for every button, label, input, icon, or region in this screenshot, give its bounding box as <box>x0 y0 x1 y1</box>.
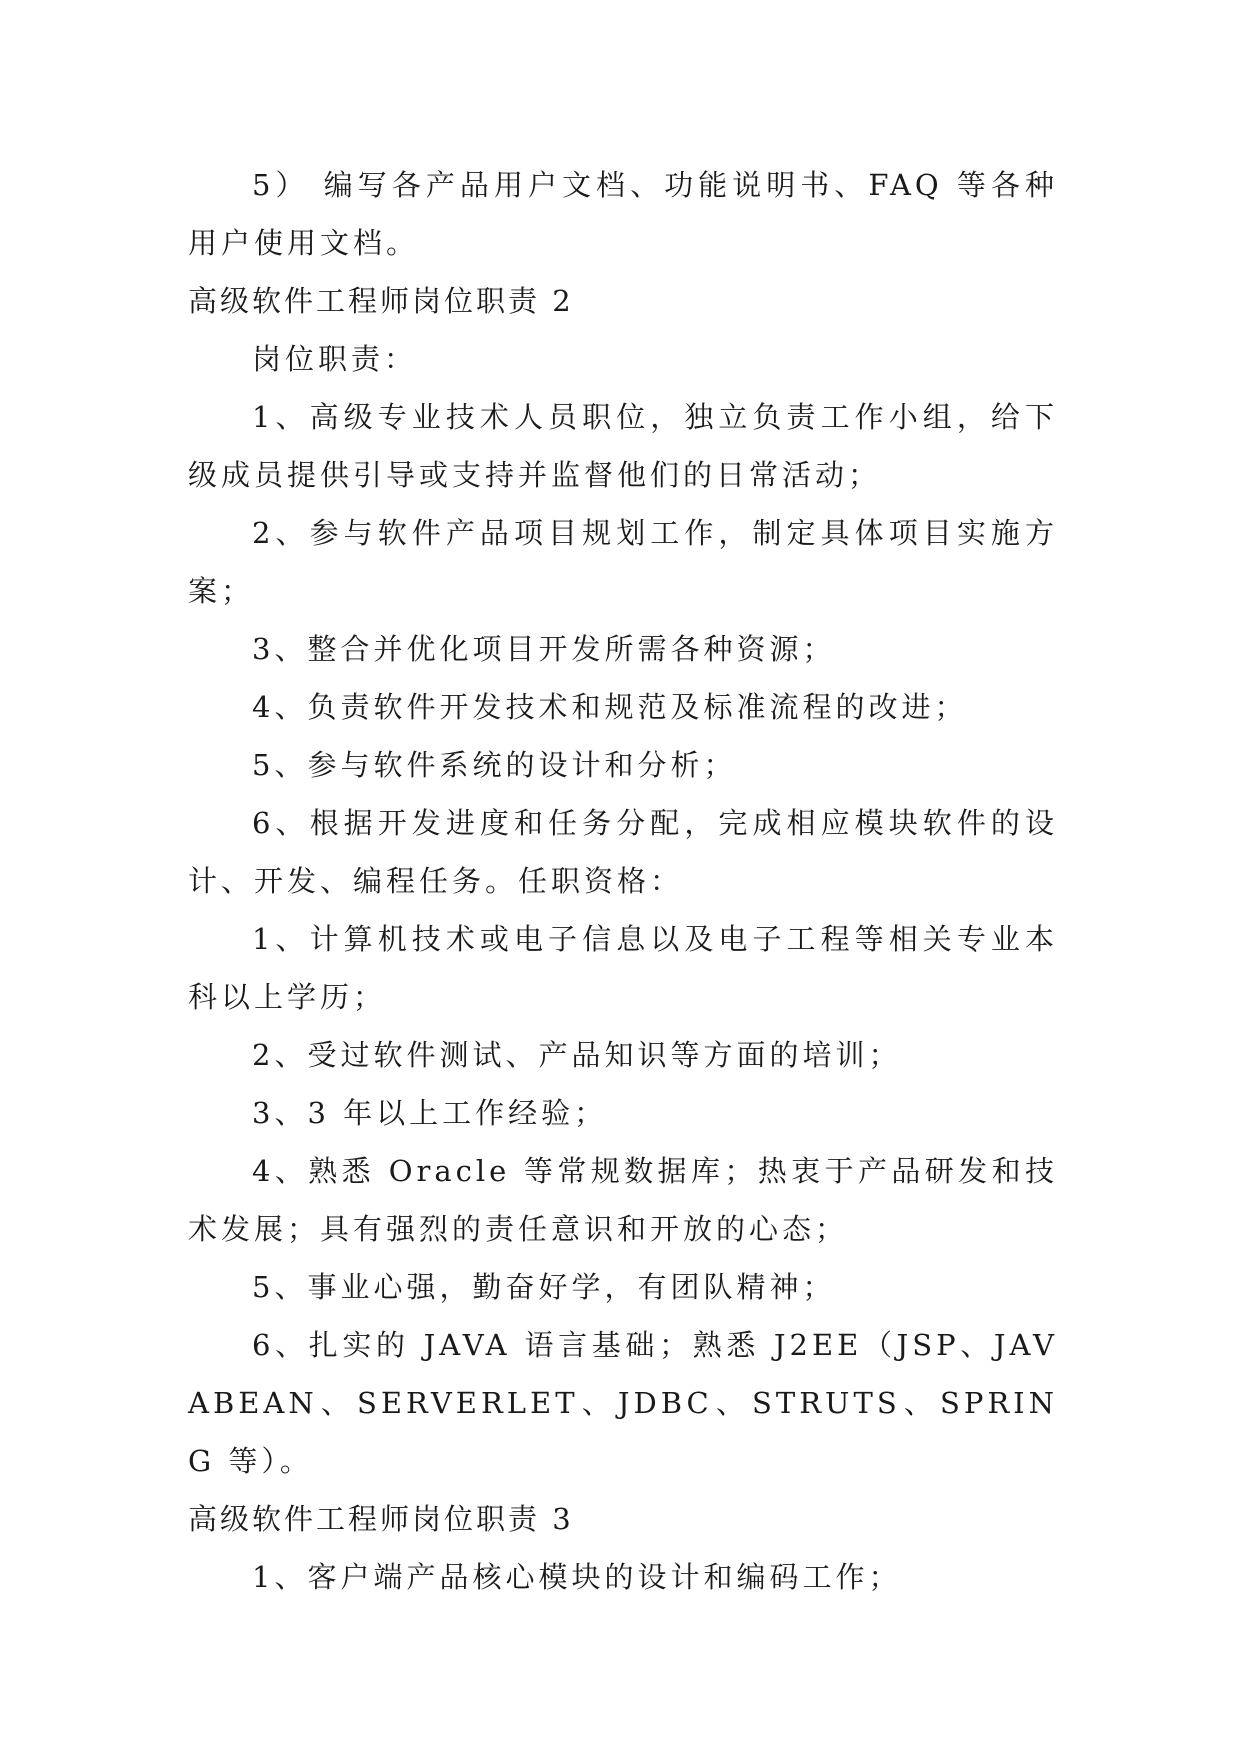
paragraph: 1、客户端产品核心模块的设计和编码工作； <box>252 1560 902 1594</box>
document-body <box>188 156 1058 1606</box>
paragraph: 1、高级专业技术人员职位，独立负责工作小组，给下级成员提供引导或支持并监督他们的日常活动； <box>188 400 1058 492</box>
paragraph: 3、整合并优化项目开发所需各种资源； <box>252 632 836 666</box>
paragraph: 2、受过软件测试、产品知识等方面的培训； <box>252 1038 902 1072</box>
paragraph: 5、事业心强，勤奋好学，有团队精神； <box>252 1270 836 1304</box>
paragraph: 2、参与软件产品项目规划工作，制定具体项目实施方案； <box>188 516 1058 608</box>
paragraph: 5、参与软件系统的设计和分析； <box>252 748 737 782</box>
section-heading: 高级软件工程师岗位职责 2 <box>188 284 574 318</box>
paragraph: 6、根据开发进度和任务分配，完成相应模块软件的设计、开发、编程任务。任职资格： <box>188 806 1058 898</box>
paragraph: 岗位职责： <box>252 342 418 376</box>
section-heading: 高级软件工程师岗位职责 3 <box>188 1502 574 1536</box>
paragraph: 1、计算机技术或电子信息以及电子工程等相关专业本科以上学历； <box>188 922 1058 1014</box>
paragraph: 6、扎实的 JAVA 语言基础；熟悉 J2EE（JSP、JAVABEAN、SERVERLET、JDBC、STRUTS、SPRING 等）。 <box>188 1328 1058 1478</box>
paragraph: 4、负责软件开发技术和规范及标准流程的改进； <box>252 690 968 724</box>
paragraph: 3、3 年以上工作经验； <box>252 1096 608 1130</box>
paragraph: 4、熟悉 Oracle 等常规数据库；热衷于产品研发和技术发展；具有强烈的责任意识和开放的心态； <box>188 1154 1058 1246</box>
paragraph: 5） 编写各产品用户文档、功能说明书、FAQ 等各种用户使用文档。 <box>188 168 1058 260</box>
